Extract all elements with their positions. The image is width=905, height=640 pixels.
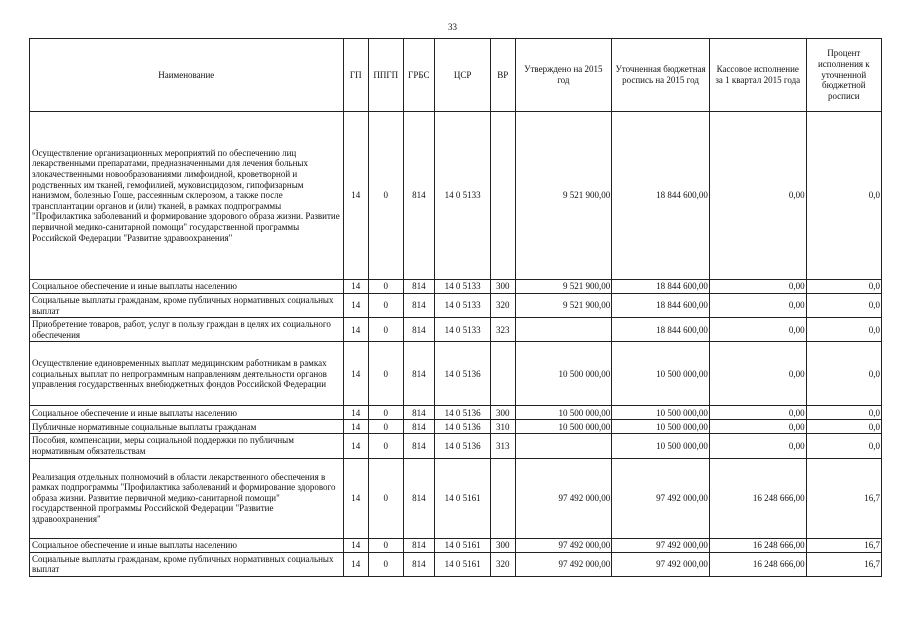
cell-vr [491,342,515,406]
cell-gp: 14 [343,280,368,294]
cell-name: Социальные выплаты гражданам, кроме публичных нормативных социальных выплат [30,294,344,318]
cell-grbs: 814 [403,552,435,576]
cell-name: Социальное обеспечение и иные выплаты населению [30,406,344,420]
header-gp: ГП [343,39,368,112]
cell-csr: 14 0 5133 [435,294,491,318]
cell-gp: 14 [343,294,368,318]
header-refined-budget-2015: Уточненная бюджетная роспись на 2015 год [612,39,710,112]
cell-cash: 16 248 666,00 [709,458,806,538]
cell-refined: 10 500 000,00 [612,420,710,434]
cell-grbs: 814 [403,406,435,420]
cell-ppgp: 0 [368,434,403,458]
cell-ppgp: 0 [368,406,403,420]
cell-name: Приобретение товаров, работ, услуг в пользу граждан в целях их социального обеспечения [30,318,344,342]
cell-approved [515,318,612,342]
table-row [30,294,882,318]
cell-refined: 18 844 600,00 [612,294,710,318]
table-row [30,420,882,434]
cell-cash: 0,00 [709,112,806,280]
cell-gp: 14 [343,318,368,342]
header-name: Наименование [30,39,344,112]
cell-gp: 14 [343,538,368,552]
table-row [30,434,882,458]
table-row [30,342,882,406]
cell-percent: 0,0 [806,406,881,420]
cell-name: Социальное обеспечение и иные выплаты населению [30,280,344,294]
cell-grbs: 814 [403,112,435,280]
header-cash-execution-q1: Кассовое исполнение за 1 квартал 2015 года [709,39,806,112]
cell-vr: 300 [491,406,515,420]
page-number: 33 [448,22,457,32]
cell-refined: 18 844 600,00 [612,318,710,342]
cell-percent: 0,0 [806,280,881,294]
table-row [30,552,882,576]
cell-csr: 14 0 5161 [435,458,491,538]
cell-refined: 10 500 000,00 [612,342,710,406]
cell-cash: 0,00 [709,294,806,318]
cell-grbs: 814 [403,280,435,294]
cell-name: Осуществление организационных мероприятий по обеспечению лиц лекарственными препаратами, предназначенными для лечения больных злокачественными новообразованиями лимфоидной, кроветворной и родственных им тканей, гемофилией, муковисцидозом, гипофизарным нанизмом, болезнью Гоше, рассеянным склерозом, а также после трансплантации органов и (или) тканей, в рамках подпрограммы "Профилактика заболеваний и формирование здорового образа жизни. Развитие первичной медико-санитарной помощи" государственной программы Российской Федерации "Развитие здравоохранения" [30,112,344,280]
cell-gp: 14 [343,112,368,280]
cell-gp: 14 [343,552,368,576]
cell-ppgp: 0 [368,342,403,406]
cell-ppgp: 0 [368,280,403,294]
cell-refined: 97 492 000,00 [612,538,710,552]
cell-grbs: 814 [403,434,435,458]
cell-percent: 0,0 [806,420,881,434]
cell-percent: 0,0 [806,112,881,280]
header-grbs: ГРБС [403,39,435,112]
cell-refined: 97 492 000,00 [612,552,710,576]
cell-ppgp: 0 [368,538,403,552]
cell-percent: 16,7 [806,538,881,552]
cell-percent: 16,7 [806,458,881,538]
cell-csr: 14 0 5136 [435,342,491,406]
table-row [30,112,882,280]
cell-csr: 14 0 5161 [435,552,491,576]
cell-grbs: 814 [403,420,435,434]
cell-name: Социальное обеспечение и иные выплаты населению [30,538,344,552]
cell-cash: 16 248 666,00 [709,538,806,552]
table-row [30,458,882,538]
header-execution-percent: Процент исполнения к уточненной бюджетной росписи [806,39,881,112]
table-header-row [30,39,882,112]
header-vr: ВР [491,39,515,112]
cell-approved: 10 500 000,00 [515,420,612,434]
cell-ppgp: 0 [368,112,403,280]
cell-cash: 0,00 [709,434,806,458]
cell-name: Реализация отдельных полномочий в области лекарственного обеспечения в рамках подпрограммы "Профилактика заболеваний и формирование здорового образа жизни. Развитие первичной медико-санитарной помощи" государственной программы Российской Федерации "Развитие здравоохранения" [30,458,344,538]
cell-cash: 16 248 666,00 [709,552,806,576]
cell-cash: 0,00 [709,280,806,294]
cell-approved: 97 492 000,00 [515,552,612,576]
cell-percent: 0,0 [806,342,881,406]
cell-refined: 18 844 600,00 [612,112,710,280]
header-ppgp: ППГП [368,39,403,112]
cell-cash: 0,00 [709,406,806,420]
cell-vr [491,458,515,538]
cell-gp: 14 [343,434,368,458]
table-row [30,318,882,342]
cell-name: Пособия, компенсации, меры социальной поддержки по публичным нормативным обязательствам [30,434,344,458]
cell-refined: 10 500 000,00 [612,406,710,420]
cell-approved [515,434,612,458]
cell-percent: 0,0 [806,294,881,318]
cell-name: Социальные выплаты гражданам, кроме публичных нормативных социальных выплат [30,552,344,576]
cell-vr: 300 [491,538,515,552]
cell-csr: 14 0 5133 [435,112,491,280]
cell-approved: 97 492 000,00 [515,458,612,538]
cell-grbs: 814 [403,458,435,538]
header-approved-2015: Утверждено на 2015 год [515,39,612,112]
cell-vr: 320 [491,294,515,318]
cell-percent: 0,0 [806,318,881,342]
header-csr: ЦСР [435,39,491,112]
cell-ppgp: 0 [368,294,403,318]
cell-vr: 300 [491,280,515,294]
cell-vr: 320 [491,552,515,576]
cell-grbs: 814 [403,538,435,552]
table-body [30,112,882,577]
table-row [30,538,882,552]
cell-vr: 313 [491,434,515,458]
cell-ppgp: 0 [368,420,403,434]
cell-csr: 14 0 5136 [435,434,491,458]
cell-cash: 0,00 [709,342,806,406]
cell-approved: 10 500 000,00 [515,342,612,406]
table-row [30,280,882,294]
cell-gp: 14 [343,406,368,420]
cell-approved: 9 521 900,00 [515,280,612,294]
cell-approved: 10 500 000,00 [515,406,612,420]
cell-cash: 0,00 [709,318,806,342]
cell-approved: 9 521 900,00 [515,112,612,280]
table-row [30,406,882,420]
cell-name: Осуществление единовременных выплат медицинским работникам в рамках социальных выплат по непрограммным направлениям деятельности органов управления государственных внебюджетных фондов Российской Федерации [30,342,344,406]
cell-approved: 97 492 000,00 [515,538,612,552]
cell-gp: 14 [343,420,368,434]
cell-approved: 9 521 900,00 [515,294,612,318]
cell-name: Публичные нормативные социальные выплаты гражданам [30,420,344,434]
cell-ppgp: 0 [368,458,403,538]
cell-csr: 14 0 5136 [435,406,491,420]
budget-execution-table [29,38,882,577]
cell-vr: 323 [491,318,515,342]
cell-percent: 0,0 [806,434,881,458]
cell-csr: 14 0 5161 [435,538,491,552]
cell-csr: 14 0 5133 [435,280,491,294]
cell-cash: 0,00 [709,420,806,434]
cell-grbs: 814 [403,294,435,318]
cell-ppgp: 0 [368,552,403,576]
cell-gp: 14 [343,342,368,406]
cell-csr: 14 0 5133 [435,318,491,342]
cell-vr [491,112,515,280]
cell-grbs: 814 [403,318,435,342]
cell-vr: 310 [491,420,515,434]
cell-refined: 10 500 000,00 [612,434,710,458]
cell-grbs: 814 [403,342,435,406]
cell-refined: 97 492 000,00 [612,458,710,538]
cell-csr: 14 0 5136 [435,420,491,434]
cell-refined: 18 844 600,00 [612,280,710,294]
cell-ppgp: 0 [368,318,403,342]
cell-gp: 14 [343,458,368,538]
cell-percent: 16,7 [806,552,881,576]
